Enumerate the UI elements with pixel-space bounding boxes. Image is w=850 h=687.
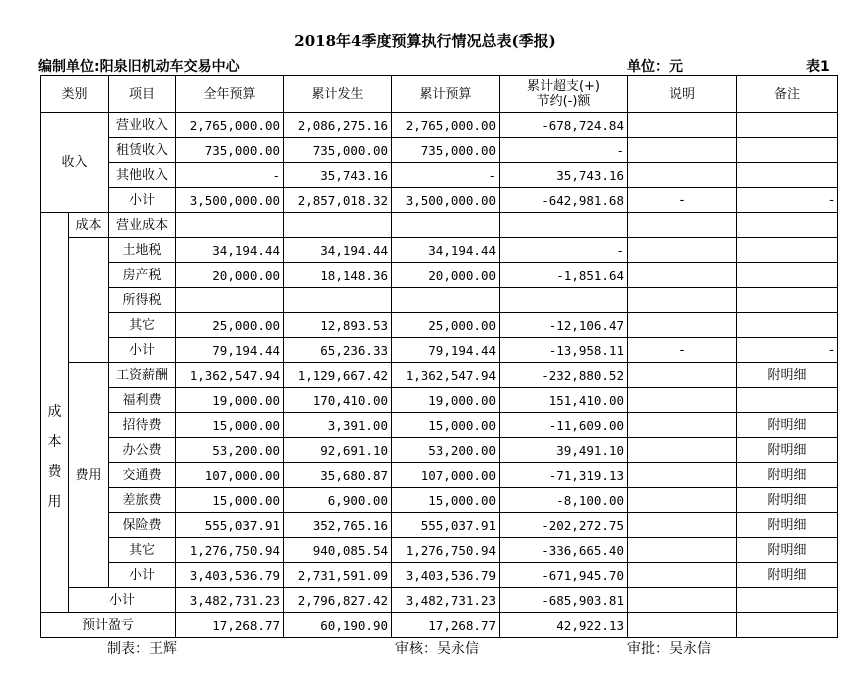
diff-cell: 42,922.13 xyxy=(500,613,628,638)
budget-cell: 17,268.77 xyxy=(176,613,284,638)
col-diff-line2: 节约(-)额 xyxy=(536,94,591,109)
remark-cell: - xyxy=(737,338,838,363)
table-number-text: 表1 xyxy=(806,59,830,75)
remark-cell: 附明细 xyxy=(737,438,838,463)
note-cell xyxy=(628,138,737,163)
empty-cell xyxy=(392,213,500,238)
budget-cell: 1,362,547.94 xyxy=(176,363,284,388)
cum-budget-cell: 555,037.91 xyxy=(392,513,500,538)
note-cell: - xyxy=(628,188,737,213)
item-cell: 小计 xyxy=(109,188,176,213)
cost-label-char: 费 xyxy=(47,463,62,480)
actual-cell: 35,743.16 xyxy=(284,163,392,188)
expense-group-label: 费用 xyxy=(69,363,109,588)
item-cell: 工资薪酬 xyxy=(109,363,176,388)
cum-budget-cell: 17,268.77 xyxy=(392,613,500,638)
item-cell: 小计 xyxy=(109,563,176,588)
cum-budget-cell: - xyxy=(392,163,500,188)
actual-cell: 170,410.00 xyxy=(284,388,392,413)
diff-cell: -678,724.84 xyxy=(500,113,628,138)
note-cell: - xyxy=(628,338,737,363)
actual-cell xyxy=(284,288,392,313)
cum-budget-cell: 25,000.00 xyxy=(392,313,500,338)
diff-cell: -685,903.81 xyxy=(500,588,628,613)
cum-budget-cell: 107,000.00 xyxy=(392,463,500,488)
expense-row xyxy=(41,363,838,388)
actual-cell: 2,086,275.16 xyxy=(284,113,392,138)
remark-cell: - xyxy=(737,188,838,213)
col-remark: 备注 xyxy=(737,76,838,113)
diff-cell: - xyxy=(500,138,628,163)
budget-cell: 555,037.91 xyxy=(176,513,284,538)
org-unit-name: 阳泉旧机动车交易中心 xyxy=(99,59,240,75)
cum-budget-cell: 53,200.00 xyxy=(392,438,500,463)
budget-cell: 19,000.00 xyxy=(176,388,284,413)
cum-budget-cell: 3,500,000.00 xyxy=(392,188,500,213)
remark-cell: 附明细 xyxy=(737,538,838,563)
item-cell: 其他收入 xyxy=(109,163,176,188)
actual-cell: 1,129,667.42 xyxy=(284,363,392,388)
note-cell xyxy=(628,563,737,588)
profit-row xyxy=(41,613,838,638)
actual-cell: 35,680.87 xyxy=(284,463,392,488)
actual-cell: 940,085.54 xyxy=(284,538,392,563)
remark-cell: 附明细 xyxy=(737,413,838,438)
col-actual: 累计发生 xyxy=(284,76,392,113)
diff-cell: -336,665.40 xyxy=(500,538,628,563)
note-cell xyxy=(628,588,737,613)
cost-total-row xyxy=(41,588,838,613)
note-cell xyxy=(628,613,737,638)
note-cell xyxy=(628,263,737,288)
note-cell xyxy=(628,288,737,313)
cum-budget-cell xyxy=(392,288,500,313)
budget-cell: 15,000.00 xyxy=(176,488,284,513)
note-cell xyxy=(628,113,737,138)
diff-cell: -71,319.13 xyxy=(500,463,628,488)
header-row xyxy=(41,76,838,113)
org-unit-label: 编制单位: xyxy=(38,59,100,75)
item-cell: 小计 xyxy=(69,588,176,613)
actual-cell: 18,148.36 xyxy=(284,263,392,288)
diff-cell xyxy=(500,288,628,313)
budget-cell: 735,000.00 xyxy=(176,138,284,163)
cum-budget-cell: 2,765,000.00 xyxy=(392,113,500,138)
diff-cell: -12,106.47 xyxy=(500,313,628,338)
remark-cell xyxy=(737,613,838,638)
cum-budget-cell: 34,194.44 xyxy=(392,238,500,263)
remark-cell xyxy=(737,388,838,413)
remark-cell: 附明细 xyxy=(737,563,838,588)
diff-cell: -642,981.68 xyxy=(500,188,628,213)
empty-cell xyxy=(284,213,392,238)
actual-cell: 735,000.00 xyxy=(284,138,392,163)
cost-row xyxy=(41,213,838,238)
item-cell: 所得税 xyxy=(109,288,176,313)
remark-cell xyxy=(737,113,838,138)
actual-cell: 352,765.16 xyxy=(284,513,392,538)
cum-budget-cell: 19,000.00 xyxy=(392,388,500,413)
cost-label-char: 本 xyxy=(47,433,62,450)
profit-label: 预计盈亏 xyxy=(41,613,176,638)
item-cell: 租赁收入 xyxy=(109,138,176,163)
income-label: 收入 xyxy=(41,113,109,213)
diff-cell: -1,851.64 xyxy=(500,263,628,288)
cost-label-char: 用 xyxy=(47,493,62,510)
remark-cell xyxy=(737,588,838,613)
cost-expense-label xyxy=(41,213,69,613)
actual-cell: 6,900.00 xyxy=(284,488,392,513)
item-cell: 其它 xyxy=(109,313,176,338)
item-cell: 福利费 xyxy=(109,388,176,413)
col-item: 项目 xyxy=(109,76,176,113)
cum-budget-cell: 3,482,731.23 xyxy=(392,588,500,613)
cum-budget-cell: 79,194.44 xyxy=(392,338,500,363)
budget-cell: 2,765,000.00 xyxy=(176,113,284,138)
cum-budget-cell: 735,000.00 xyxy=(392,138,500,163)
remark-cell: 附明细 xyxy=(737,363,838,388)
currency-unit-text: 单位：元 xyxy=(627,59,683,75)
col-diff-line1: 累计超支(+) xyxy=(526,79,601,94)
note-cell xyxy=(628,538,737,563)
budget-cell: 1,276,750.94 xyxy=(176,538,284,563)
budget-cell: 25,000.00 xyxy=(176,313,284,338)
col-diff xyxy=(500,76,628,113)
item-cell: 营业收入 xyxy=(109,113,176,138)
note-cell xyxy=(628,438,737,463)
remark-cell xyxy=(737,238,838,263)
diff-cell: -11,609.00 xyxy=(500,413,628,438)
budget-cell: 15,000.00 xyxy=(176,413,284,438)
prepared-by: 制表：王辉 xyxy=(107,641,177,657)
income-row xyxy=(41,188,838,213)
item-cell: 小计 xyxy=(109,338,176,363)
diff-cell: 35,743.16 xyxy=(500,163,628,188)
cum-budget-cell: 15,000.00 xyxy=(392,413,500,438)
note-cell xyxy=(628,388,737,413)
actual-cell: 12,893.53 xyxy=(284,313,392,338)
item-cell: 招待费 xyxy=(109,413,176,438)
expense-row xyxy=(41,388,838,413)
item-cell: 办公费 xyxy=(109,438,176,463)
cum-budget-cell: 15,000.00 xyxy=(392,488,500,513)
diff-cell: -671,945.70 xyxy=(500,563,628,588)
diff-cell: -8,100.00 xyxy=(500,488,628,513)
item-cell: 营业成本 xyxy=(109,213,176,238)
note-cell xyxy=(628,463,737,488)
remark-cell xyxy=(737,313,838,338)
diff-cell: -232,880.52 xyxy=(500,363,628,388)
budget-cell: 3,403,536.79 xyxy=(176,563,284,588)
empty-cell xyxy=(176,213,284,238)
tax-row xyxy=(41,313,838,338)
tax-row xyxy=(41,238,838,263)
expense-row xyxy=(41,413,838,438)
tax-row xyxy=(41,288,838,313)
remark-cell: 附明细 xyxy=(737,513,838,538)
table-number xyxy=(806,56,830,76)
tax-group-label xyxy=(69,238,109,363)
empty-cell xyxy=(737,213,838,238)
col-category: 类别 xyxy=(41,76,109,113)
remark-cell xyxy=(737,138,838,163)
item-cell: 差旅费 xyxy=(109,488,176,513)
diff-cell: -13,958.11 xyxy=(500,338,628,363)
org-unit xyxy=(38,56,240,76)
diff-cell: - xyxy=(500,238,628,263)
actual-cell: 60,190.90 xyxy=(284,613,392,638)
expense-row xyxy=(41,538,838,563)
item-cell: 其它 xyxy=(109,538,176,563)
tax-row xyxy=(41,338,838,363)
budget-cell: 53,200.00 xyxy=(176,438,284,463)
budget-cell: 34,194.44 xyxy=(176,238,284,263)
cum-budget-cell: 20,000.00 xyxy=(392,263,500,288)
note-cell xyxy=(628,363,737,388)
budget-cell: 3,482,731.23 xyxy=(176,588,284,613)
diff-cell: 151,410.00 xyxy=(500,388,628,413)
remark-cell xyxy=(737,163,838,188)
budget-cell: 20,000.00 xyxy=(176,263,284,288)
note-cell xyxy=(628,163,737,188)
remark-cell: 附明细 xyxy=(737,488,838,513)
note-cell xyxy=(628,413,737,438)
item-cell: 交通费 xyxy=(109,463,176,488)
actual-cell: 2,731,591.09 xyxy=(284,563,392,588)
remark-cell: 附明细 xyxy=(737,463,838,488)
actual-cell: 65,236.33 xyxy=(284,338,392,363)
empty-cell xyxy=(628,213,737,238)
currency-unit xyxy=(627,56,683,76)
col-budget: 全年预算 xyxy=(176,76,284,113)
col-note: 说明 xyxy=(628,76,737,113)
tax-row xyxy=(41,263,838,288)
page-title: 2018年4季度预算执行情况总表(季报) xyxy=(294,32,556,50)
income-row xyxy=(41,163,838,188)
diff-cell: 39,491.10 xyxy=(500,438,628,463)
actual-cell: 34,194.44 xyxy=(284,238,392,263)
budget-table xyxy=(40,75,838,638)
remark-cell xyxy=(737,263,838,288)
expense-row xyxy=(41,438,838,463)
budget-cell xyxy=(176,288,284,313)
actual-cell: 2,857,018.32 xyxy=(284,188,392,213)
cum-budget-cell: 3,403,536.79 xyxy=(392,563,500,588)
diff-cell: -202,272.75 xyxy=(500,513,628,538)
income-row xyxy=(41,113,838,138)
cost-group-label: 成本 xyxy=(69,213,109,238)
budget-cell: 79,194.44 xyxy=(176,338,284,363)
approved-by: 审批：吴永信 xyxy=(627,641,711,657)
note-cell xyxy=(628,488,737,513)
budget-cell: - xyxy=(176,163,284,188)
reviewed-by: 审核：吴永信 xyxy=(395,641,479,657)
empty-cell xyxy=(500,213,628,238)
cum-budget-cell: 1,276,750.94 xyxy=(392,538,500,563)
cost-label-char: 成 xyxy=(47,403,62,420)
item-cell: 房产税 xyxy=(109,263,176,288)
expense-row xyxy=(41,463,838,488)
expense-row xyxy=(41,513,838,538)
item-cell: 土地税 xyxy=(109,238,176,263)
actual-cell: 3,391.00 xyxy=(284,413,392,438)
actual-cell: 92,691.10 xyxy=(284,438,392,463)
item-cell: 保险费 xyxy=(109,513,176,538)
note-cell xyxy=(628,513,737,538)
cum-budget-cell: 1,362,547.94 xyxy=(392,363,500,388)
expense-row xyxy=(41,488,838,513)
note-cell xyxy=(628,238,737,263)
actual-cell: 2,796,827.42 xyxy=(284,588,392,613)
budget-cell: 107,000.00 xyxy=(176,463,284,488)
income-row xyxy=(41,138,838,163)
note-cell xyxy=(628,313,737,338)
expense-row xyxy=(41,563,838,588)
col-cum-budget: 累计预算 xyxy=(392,76,500,113)
remark-cell xyxy=(737,288,838,313)
budget-cell: 3,500,000.00 xyxy=(176,188,284,213)
